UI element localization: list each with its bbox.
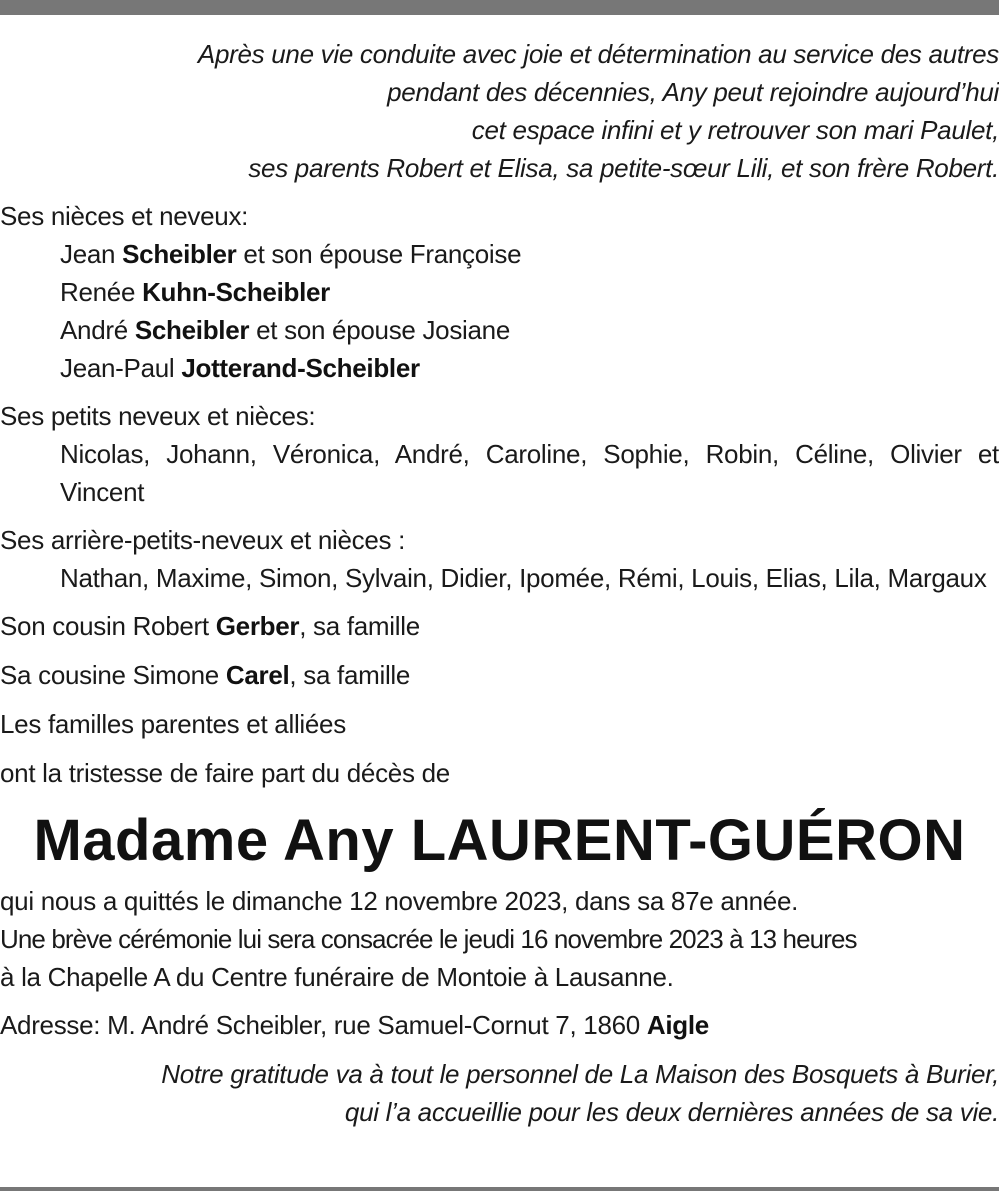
first-name: Jean-Paul xyxy=(60,353,175,383)
relative-line xyxy=(0,311,999,349)
group-title: Ses arrière-petits-neveux et nièces : xyxy=(0,525,406,555)
relative-line xyxy=(0,235,999,273)
last-name: Kuhn-Scheibler xyxy=(142,277,330,307)
relative-line xyxy=(0,273,999,311)
closing-line: Notre gratitude va à tout le personnel de La Maison des Bosquets à Burier, xyxy=(161,1059,999,1089)
address-text: Adresse: M. André Scheibler, rue Samuel-Cornut 7, 1860 xyxy=(0,1010,647,1040)
first-name: Renée xyxy=(60,277,136,307)
great-grand-nephews-group xyxy=(0,521,999,597)
group-title: Ses petits neveux et nièces: xyxy=(0,401,316,431)
relative-line xyxy=(0,349,999,387)
nieces-nephews-group xyxy=(0,197,999,387)
last-name: Carel xyxy=(225,660,290,690)
intro-line: ses parents Robert et Elisa, sa petite-sœur Lili, et son frère Robert. xyxy=(248,153,999,183)
details-line: à la Chapelle A du Centre funéraire de Montoie à Lausanne. xyxy=(0,962,674,992)
intro-line: cet espace infini et y retrouver son mari Paulet, xyxy=(471,115,999,145)
grand-nephews-group xyxy=(0,397,999,511)
intro-paragraph xyxy=(0,35,999,187)
intro-line: Après une vie conduite avec joie et détermination au service des autres xyxy=(197,39,999,69)
names-list: Nicolas, Johann, Véronica, André, Caroline, Sophie, Robin, Céline, Olivier et Vincent xyxy=(60,439,999,507)
announcement-line: ont la tristesse de faire part du décès de xyxy=(0,758,450,788)
cousin-text: , sa famille xyxy=(299,611,420,641)
last-name: Gerber xyxy=(215,611,300,641)
death-notice xyxy=(0,35,999,1131)
intro-line: pendant des décennies, Any peut rejoindre aujourd’hui xyxy=(387,77,999,107)
cousin-text: Sa cousine Simone xyxy=(0,660,226,690)
bottom-border xyxy=(0,1187,999,1191)
top-border xyxy=(0,0,999,15)
deceased-name: Madame Any LAURENT-GUÉRON xyxy=(33,808,966,873)
last-name: Scheibler xyxy=(134,315,250,345)
closing-line: qui l’a accueillie pour les deux dernières années de sa vie. xyxy=(344,1097,999,1127)
address-city: Aigle xyxy=(646,1010,709,1040)
details-line: qui nous a quittés le dimanche 12 novembre 2023, dans sa 87e année. xyxy=(0,886,799,916)
relation-text: et son épouse Josiane xyxy=(249,315,511,345)
address-line xyxy=(0,1006,999,1044)
details-line: Une brève cérémonie lui sera consacrée le jeudi 16 novembre 2023 à 13 heures xyxy=(0,924,857,954)
first-name: Jean xyxy=(60,239,116,269)
cousin-robert-line xyxy=(0,607,999,645)
details-paragraph xyxy=(0,882,999,996)
first-name: André xyxy=(60,315,128,345)
last-name: Jotterand-Scheibler xyxy=(181,353,420,383)
group-title: Ses nièces et neveux: xyxy=(0,201,249,231)
relation-text: et son épouse Françoise xyxy=(236,239,522,269)
families-line: Les familles parentes et alliées xyxy=(0,709,346,739)
last-name: Scheibler xyxy=(122,239,237,269)
cousin-simone-line xyxy=(0,656,999,694)
closing-paragraph xyxy=(0,1055,999,1131)
cousin-text: Son cousin Robert xyxy=(0,611,216,641)
cousin-text: , sa famille xyxy=(289,660,411,690)
names-list: Nathan, Maxime, Simon, Sylvain, Didier, Ipomée, Rémi, Louis, Elias, Lila, Margaux xyxy=(60,563,987,593)
